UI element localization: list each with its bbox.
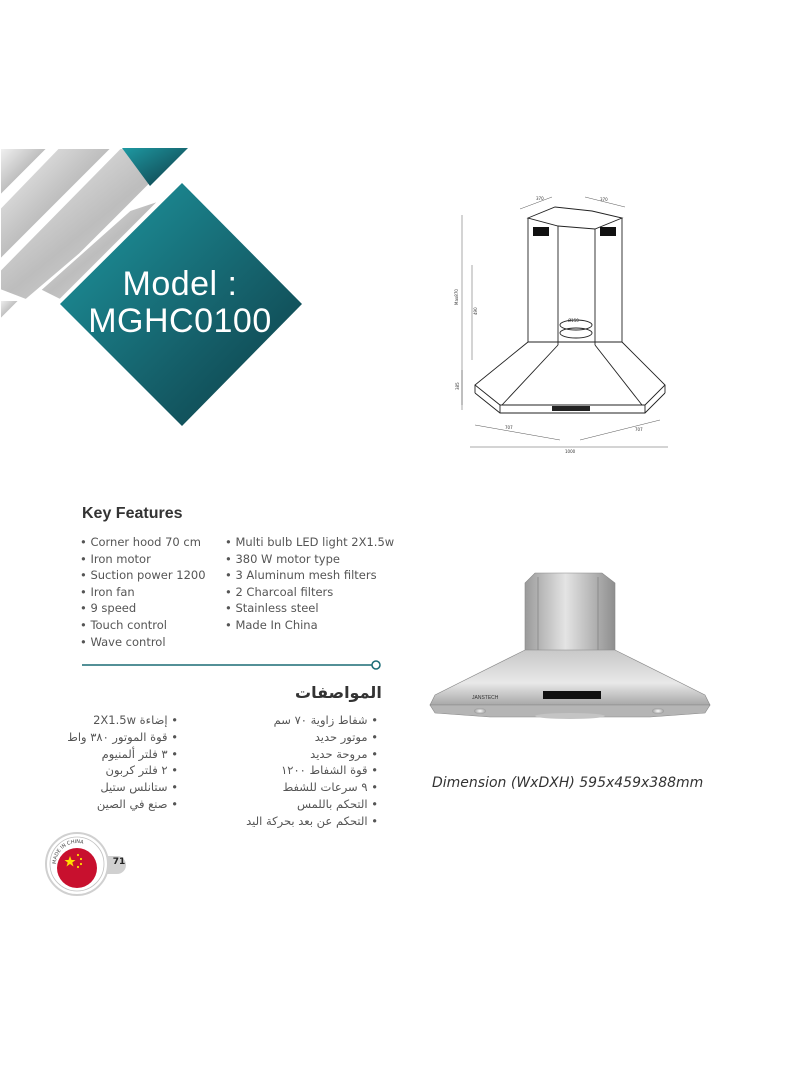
feature-item: • Iron fan [80, 584, 206, 601]
feature-item: • Touch control [80, 617, 206, 634]
key-features-title: Key Features [82, 505, 183, 522]
model-number: MGHC0100 [88, 302, 272, 340]
product-light-right [652, 708, 664, 714]
arabic-spec-item: • ٣ فلتر ألمنيوم [67, 746, 178, 763]
dim-width: 1000 [565, 449, 576, 454]
steel-bar-5 [0, 300, 20, 320]
dim-top-left: 370 [536, 196, 544, 201]
feature-item: • 2 Charcoal filters [225, 584, 394, 601]
feature-item: • Iron motor [80, 551, 206, 568]
technical-drawing [450, 185, 690, 455]
dimension-text: Dimension (WxDXH) 595x459x388mm [432, 775, 704, 791]
arabic-spec-item: • موتور حديد [246, 729, 378, 746]
chimney-top [528, 207, 622, 229]
product-chimney [525, 573, 615, 655]
feature-item: • 9 speed [80, 600, 206, 617]
dim-top-right: 370 [600, 197, 608, 202]
arabic-specs-list-right [246, 712, 378, 830]
product-control-panel [543, 691, 601, 699]
vent-right [600, 227, 616, 236]
arabic-spec-item: • ستانلس ستيل [67, 779, 178, 796]
feature-item: • Corner hood 70 cm [80, 534, 206, 551]
arabic-spec-item: • ٢ فلتر كربون [67, 762, 178, 779]
arabic-spec-item: • التحكم عن بعد بحركة اليد [246, 813, 378, 830]
feature-item: • Suction power 1200 [80, 567, 206, 584]
arabic-spec-item: • شفاط زاوية ٧٠ سم [246, 712, 378, 729]
dim-chimney: 490 [473, 307, 478, 315]
dim-hood: 385 [455, 382, 460, 390]
feature-item: • Made In China [225, 617, 394, 634]
dim-duct: Ø150 [568, 318, 579, 323]
product-photo [420, 565, 720, 725]
feature-item: • Multi bulb LED light 2X1.5w [225, 534, 394, 551]
arabic-spec-item: • ٩ سرعات للشفط [246, 779, 378, 796]
feature-item: • Stainless steel [225, 600, 394, 617]
vent-left [533, 227, 549, 236]
arabic-specs-list-left [67, 712, 178, 813]
feature-item: • 3 Aluminum mesh filters [225, 567, 394, 584]
features-list-left [80, 534, 206, 650]
control-strip [552, 406, 590, 411]
badge-text: MADE IN CHINA [51, 838, 85, 865]
page-number: 71 [112, 857, 126, 867]
hood-body [475, 342, 665, 405]
arabic-spec-item: • قوة الموتور ٣٨٠ واط [67, 729, 178, 746]
features-list-right [225, 534, 394, 634]
product-light-left [474, 708, 486, 714]
arabic-spec-item: • إضاءة 2X1.5w [67, 712, 178, 729]
arabic-spec-item: • مروحة حديد [246, 746, 378, 763]
feature-item: • Wave control [80, 634, 206, 651]
arabic-spec-item: • التحكم باللمس [246, 796, 378, 813]
arabic-specs-title: المواصفات [295, 683, 382, 702]
dim-height-max: Max870 [454, 289, 459, 305]
features-divider [82, 660, 382, 670]
model-label: Model : [122, 265, 238, 303]
arabic-spec-item: • قوة الشفاط ١٢٠٠ [246, 762, 378, 779]
dim-bottom-left: 707 [505, 425, 513, 430]
dim-bottom-right: 707 [635, 427, 643, 432]
feature-item: • 380 W motor type [225, 551, 394, 568]
product-brand: JANSTECH [472, 695, 499, 701]
arabic-spec-item: • صنع في الصين [67, 796, 178, 813]
